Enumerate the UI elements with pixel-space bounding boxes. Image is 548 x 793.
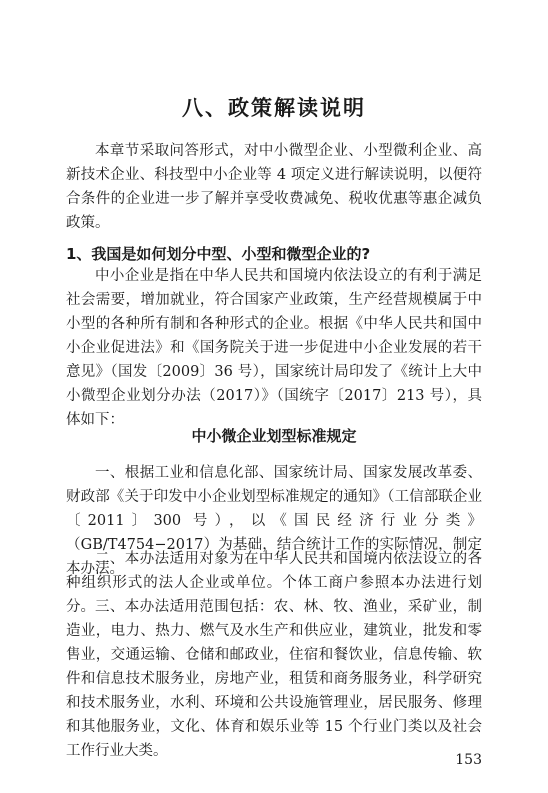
intro-section (66, 139, 482, 235)
standard-item-3-text: 三、本办法适用范围包括：农、林、牧、渔业，采矿业，制造业，电力、热力、燃气及水生产和供应业，建筑业，批发和零售业，交通运输、仓储和邮政业，住宿和餐饮业，信息传输、软件和信息技术服务业，房地产业，租赁和商务服务业，科学研究和技术服务业，水利、环境和公共设施管理业，居民服务、修理和其他服务业，文化、体育和娱乐业等 15 个行业门类以及社会工作行业大类。 (66, 599, 482, 759)
chapter-title: 八、政策解读说明 (182, 96, 366, 120)
standard-item-3 (66, 595, 482, 763)
standard-item-2-text: 二、本办法适用对象为在中华人民共和国境内依法设立的各种组织形式的法人企业或单位。个体工商户参照本办法进行划分。 (66, 551, 482, 615)
page-number: 153 (455, 752, 482, 768)
question-1-heading: 1、我国是如何划分中型、小型和微型企业的? (66, 245, 371, 263)
intro-paragraph: 本章节采取问答形式，对中小微型企业、小型微利企业、高新技术企业、科技型中小企业等 4 项定义进行解读说明，以便符合条件的企业进一步了解并享受收费减免、税收优惠等惠企减负政策。 (66, 143, 482, 231)
question-1-paragraph: 中小企业是指在中华人民共和国境内依法设立的有利于满足社会需要，增加就业，符合国家产业政策，生产经营规模属于中小型的各种所有制和各种形式的企业。根据《中华人民共和国中小企业促进法》和《国务院关于进一步促进中小企业发展的若干意见》（国发〔2009〕36 号），国家统计局印发了《统计上大中小微型企业划分办法（2017）》（国统字〔2017〕213 号），具体如下： (66, 268, 482, 428)
standard-item-1-text: 一、根据工业和信息化部、国家统计局、国家发展改革委、财政部《关于印发中小企业划型标准规定的通知》（工信部联企业〔2011〕300 号），以《国民经济行业分类》（GB/T4754−2017）为基础，结合统计工作的实际情况，制定本办法。 (66, 465, 482, 577)
standard-heading: 中小微企业划型标准规定 (191, 427, 357, 445)
question-1-section (66, 264, 482, 432)
